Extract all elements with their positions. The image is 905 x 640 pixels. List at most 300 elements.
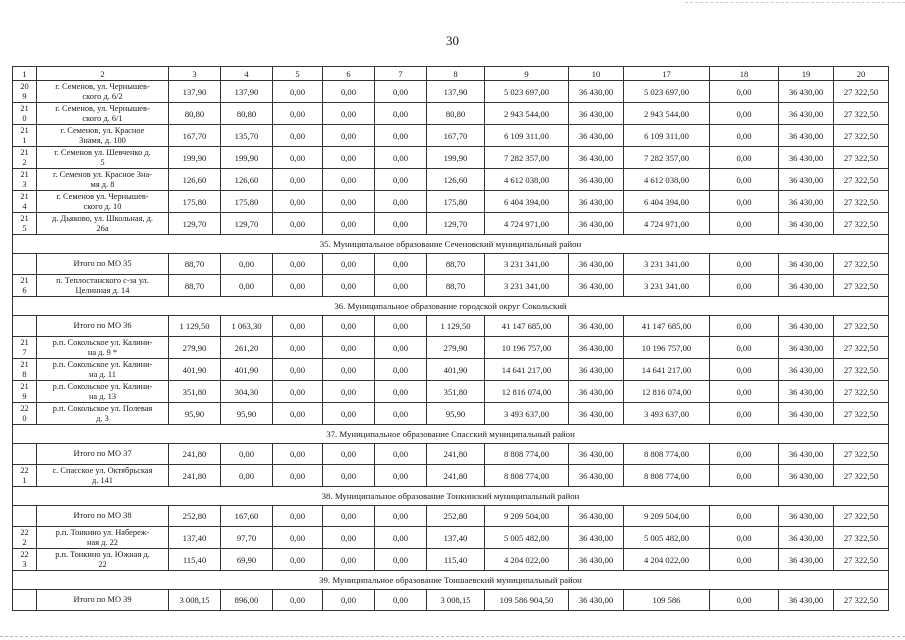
table-cell: 0,00 — [375, 549, 427, 571]
section-heading-row — [13, 297, 889, 316]
table-cell: 6 404 394,00 — [485, 191, 569, 213]
column-number-cell: 2 — [37, 67, 169, 81]
table-cell: 261,20 — [221, 337, 273, 359]
table-cell: 0,00 — [323, 147, 375, 169]
row-number-cell: 22 3 — [13, 549, 37, 571]
table-cell: 241,80 — [427, 465, 485, 487]
table-cell: 27 322,50 — [834, 381, 889, 403]
table-cell: 199,90 — [427, 147, 485, 169]
table-row — [13, 359, 889, 381]
table-cell: 0,00 — [273, 254, 323, 275]
table-cell: 8 808 774,00 — [485, 465, 569, 487]
address-cell: г. Семенов ул. Чернышев- ского д. 10 — [37, 191, 169, 213]
table-cell: 27 322,50 — [834, 254, 889, 275]
table-cell: 0,00 — [273, 275, 323, 297]
row-number-cell — [13, 254, 37, 275]
table-cell: 0,00 — [710, 254, 779, 275]
table-cell: 0,00 — [273, 549, 323, 571]
column-number-cell: 4 — [221, 67, 273, 81]
table-cell: 401,90 — [221, 359, 273, 381]
column-number-cell: 10 — [569, 67, 624, 81]
table-cell: 0,00 — [375, 444, 427, 465]
table-cell: 129,70 — [169, 213, 221, 235]
table-cell: 0,00 — [323, 506, 375, 527]
table-cell: 2 943 544,00 — [624, 103, 710, 125]
table-cell: 4 612 038,00 — [485, 169, 569, 191]
table-cell: 27 322,50 — [834, 125, 889, 147]
table-cell: 0,00 — [375, 465, 427, 487]
total-label-cell: Итого по МО 38 — [37, 506, 169, 527]
column-number-cell: 7 — [375, 67, 427, 81]
table-cell: 2 943 544,00 — [485, 103, 569, 125]
table-cell: 6 404 394,00 — [624, 191, 710, 213]
address-cell: г. Семенов ул. Красное Зна- мя д. 8 — [37, 169, 169, 191]
table-cell: 27 322,50 — [834, 316, 889, 337]
table-cell: 6 109 311,00 — [485, 125, 569, 147]
table-cell: 241,80 — [427, 444, 485, 465]
table-cell: 126,60 — [221, 169, 273, 191]
table-cell: 401,90 — [169, 359, 221, 381]
row-number-cell: 21 1 — [13, 125, 37, 147]
table-cell: 199,90 — [169, 147, 221, 169]
table-cell: 36 430,00 — [779, 81, 834, 103]
table-cell: 109 586 904,50 — [485, 590, 569, 611]
table-cell: 199,90 — [221, 147, 273, 169]
table-cell: 27 322,50 — [834, 103, 889, 125]
table-cell: 252,80 — [427, 506, 485, 527]
table-cell: 0,00 — [323, 403, 375, 425]
table-cell: 0,00 — [323, 169, 375, 191]
table-cell: 0,00 — [375, 103, 427, 125]
row-number-cell: 21 9 — [13, 381, 37, 403]
address-cell: д. Дьяково, ул. Школьная, д. 26а — [37, 213, 169, 235]
table-cell: 36 430,00 — [779, 147, 834, 169]
table-cell: 0,00 — [273, 381, 323, 403]
table-cell: 27 322,50 — [834, 81, 889, 103]
address-cell: с. Спасское ул. Октябрьская д. 141 — [37, 465, 169, 487]
table-cell: 5 005 482,00 — [624, 527, 710, 549]
table-cell: 4 724 971,00 — [624, 213, 710, 235]
table-cell: 0,00 — [323, 81, 375, 103]
address-cell: р.п. Тонкино ул. Набереж- ная д. 22 — [37, 527, 169, 549]
table-row — [13, 213, 889, 235]
table-cell: 95,90 — [169, 403, 221, 425]
table-cell: 0,00 — [375, 506, 427, 527]
table-cell: 0,00 — [273, 169, 323, 191]
column-number-cell: 17 — [624, 67, 710, 81]
table-cell: 36 430,00 — [779, 590, 834, 611]
total-label-cell: Итого по МО 36 — [37, 316, 169, 337]
address-cell: р.п. Сокольское ул. Полевая д. 3 — [37, 403, 169, 425]
table-cell: 0,00 — [221, 254, 273, 275]
table-cell: 0,00 — [375, 275, 427, 297]
table-cell: 0,00 — [323, 527, 375, 549]
row-number-cell: 21 0 — [13, 103, 37, 125]
table-cell: 36 430,00 — [779, 337, 834, 359]
address-cell: г. Семенов ул. Шевченко д. 5 — [37, 147, 169, 169]
table-cell: 129,70 — [427, 213, 485, 235]
table-cell: 137,90 — [427, 81, 485, 103]
table-cell: 1 063,30 — [221, 316, 273, 337]
table-cell: 0,00 — [273, 527, 323, 549]
table-cell: 0,00 — [221, 465, 273, 487]
table-cell: 80,80 — [427, 103, 485, 125]
table-cell: 0,00 — [375, 191, 427, 213]
table-cell: 27 322,50 — [834, 213, 889, 235]
address-cell: р.п. Тонкино ул. Южная д. 22 — [37, 549, 169, 571]
table-cell: 0,00 — [710, 103, 779, 125]
table-cell: 36 430,00 — [779, 444, 834, 465]
table-cell: 137,40 — [427, 527, 485, 549]
table-cell: 167,70 — [169, 125, 221, 147]
column-number-cell: 5 — [273, 67, 323, 81]
table-cell: 0,00 — [323, 125, 375, 147]
table-cell: 27 322,50 — [834, 444, 889, 465]
table-cell: 36 430,00 — [779, 465, 834, 487]
table-cell: 167,60 — [221, 506, 273, 527]
table-cell: 0,00 — [375, 316, 427, 337]
table-cell: 8 808 774,00 — [485, 444, 569, 465]
row-number-cell — [13, 590, 37, 611]
table-cell: 0,00 — [710, 275, 779, 297]
table-cell: 135,70 — [221, 125, 273, 147]
table-cell: 80,80 — [169, 103, 221, 125]
table-cell: 10 196 757,00 — [624, 337, 710, 359]
table-cell: 0,00 — [710, 444, 779, 465]
column-number-cell: 6 — [323, 67, 375, 81]
table-cell: 279,90 — [169, 337, 221, 359]
row-number-cell: 21 3 — [13, 169, 37, 191]
table-cell: 0,00 — [710, 359, 779, 381]
table-cell: 14 641 217,00 — [485, 359, 569, 381]
table-row — [13, 337, 889, 359]
table-cell: 88,70 — [169, 254, 221, 275]
table-cell: 36 430,00 — [569, 381, 624, 403]
table-row — [13, 125, 889, 147]
table-cell: 36 430,00 — [569, 316, 624, 337]
table-cell: 0,00 — [375, 337, 427, 359]
address-cell: г. Семенов, ул. Красное Знамя, д. 100 — [37, 125, 169, 147]
table-cell: 0,00 — [273, 403, 323, 425]
table-cell: 9 209 504,00 — [624, 506, 710, 527]
table-cell: 0,00 — [323, 275, 375, 297]
table-cell: 9 209 504,00 — [485, 506, 569, 527]
page-number: 30 — [446, 33, 459, 48]
table-cell: 36 430,00 — [779, 169, 834, 191]
table-cell: 0,00 — [273, 506, 323, 527]
table-cell: 0,00 — [323, 337, 375, 359]
table-cell: 0,00 — [323, 254, 375, 275]
table-cell: 88,70 — [427, 275, 485, 297]
table-cell: 4 724 971,00 — [485, 213, 569, 235]
row-number-cell: 21 2 — [13, 147, 37, 169]
table-cell: 0,00 — [273, 103, 323, 125]
row-number-cell — [13, 506, 37, 527]
table-cell: 0,00 — [375, 125, 427, 147]
section-heading-cell: 38. Муниципальное образование Тонкинский муниципальный район — [13, 487, 889, 506]
table-cell: 27 322,50 — [834, 275, 889, 297]
table-cell: 0,00 — [221, 275, 273, 297]
table-cell: 0,00 — [710, 337, 779, 359]
table-cell: 0,00 — [710, 125, 779, 147]
table-cell: 0,00 — [710, 403, 779, 425]
table-cell: 41 147 685,00 — [624, 316, 710, 337]
table-row — [13, 527, 889, 549]
table-cell: 97,70 — [221, 527, 273, 549]
table-cell: 88,70 — [427, 254, 485, 275]
table-cell: 36 430,00 — [779, 527, 834, 549]
table-cell: 36 430,00 — [779, 403, 834, 425]
table-cell: 0,00 — [273, 465, 323, 487]
table-cell: 36 430,00 — [779, 275, 834, 297]
section-heading-row — [13, 487, 889, 506]
table-cell: 0,00 — [375, 81, 427, 103]
table-cell: 27 322,50 — [834, 359, 889, 381]
table-cell: 36 430,00 — [569, 191, 624, 213]
table-cell: 36 430,00 — [569, 527, 624, 549]
table-cell: 3 008,15 — [427, 590, 485, 611]
table-cell: 27 322,50 — [834, 549, 889, 571]
table-cell: 0,00 — [273, 125, 323, 147]
table-cell: 36 430,00 — [569, 465, 624, 487]
table-cell: 36 430,00 — [779, 506, 834, 527]
table-cell: 0,00 — [710, 213, 779, 235]
table-cell: 7 282 357,00 — [485, 147, 569, 169]
address-cell: р.п. Сокольское ул. Калини- на д. 11 — [37, 359, 169, 381]
table-cell: 36 430,00 — [569, 337, 624, 359]
section-heading-cell: 36. Муниципальное образование городской округ Сокольский — [13, 297, 889, 316]
table-cell: 4 612 038,00 — [624, 169, 710, 191]
table-cell: 80,80 — [221, 103, 273, 125]
table-cell: 88,70 — [169, 275, 221, 297]
table-cell: 3 231 341,00 — [485, 275, 569, 297]
row-number-cell: 21 7 — [13, 337, 37, 359]
housing-table-container — [12, 66, 888, 611]
table-cell: 0,00 — [375, 254, 427, 275]
table-cell: 3 008,15 — [169, 590, 221, 611]
table-cell: 0,00 — [273, 359, 323, 381]
table-cell: 36 430,00 — [779, 549, 834, 571]
table-cell: 0,00 — [323, 590, 375, 611]
table-cell: 0,00 — [710, 590, 779, 611]
table-cell: 109 586 — [624, 590, 710, 611]
table-cell: 137,90 — [221, 81, 273, 103]
table-cell: 137,90 — [169, 81, 221, 103]
table-cell: 0,00 — [710, 506, 779, 527]
table-cell: 6 109 311,00 — [624, 125, 710, 147]
column-number-cell: 8 — [427, 67, 485, 81]
table-cell: 0,00 — [273, 213, 323, 235]
table-cell: 0,00 — [323, 465, 375, 487]
table-cell: 115,40 — [169, 549, 221, 571]
table-cell: 14 641 217,00 — [624, 359, 710, 381]
table-cell: 27 322,50 — [834, 506, 889, 527]
table-cell: 351,80 — [427, 381, 485, 403]
table-cell: 401,90 — [427, 359, 485, 381]
table-cell: 3 231 341,00 — [485, 254, 569, 275]
total-row — [13, 590, 889, 611]
address-cell: п. Теплостанского с-за ул. Целинная д. 14 — [37, 275, 169, 297]
column-number-cell: 20 — [834, 67, 889, 81]
table-cell: 36 430,00 — [779, 254, 834, 275]
table-cell: 12 816 074,00 — [485, 381, 569, 403]
table-cell: 36 430,00 — [569, 147, 624, 169]
table-cell: 3 493 637,00 — [624, 403, 710, 425]
table-cell: 115,40 — [427, 549, 485, 571]
table-cell: 4 204 022,00 — [624, 549, 710, 571]
table-cell: 0,00 — [375, 403, 427, 425]
address-cell: р.п. Сокольское ул. Калини- на д. 9 * — [37, 337, 169, 359]
row-number-cell — [13, 316, 37, 337]
table-cell: 36 430,00 — [569, 590, 624, 611]
table-cell: 5 023 697,00 — [624, 81, 710, 103]
section-heading-row — [13, 425, 889, 444]
table-cell: 0,00 — [375, 213, 427, 235]
section-heading-row — [13, 571, 889, 590]
table-cell: 36 430,00 — [569, 254, 624, 275]
table-cell: 0,00 — [710, 316, 779, 337]
table-cell: 0,00 — [710, 465, 779, 487]
table-cell: 36 430,00 — [779, 191, 834, 213]
row-number-cell: 22 0 — [13, 403, 37, 425]
table-cell: 95,90 — [427, 403, 485, 425]
row-number-cell: 22 1 — [13, 465, 37, 487]
table-cell: 0,00 — [375, 590, 427, 611]
table-cell: 0,00 — [323, 103, 375, 125]
table-cell: 0,00 — [710, 381, 779, 403]
column-number-cell: 3 — [169, 67, 221, 81]
table-cell: 0,00 — [375, 527, 427, 549]
table-cell: 7 282 357,00 — [624, 147, 710, 169]
table-cell: 0,00 — [323, 444, 375, 465]
table-cell: 896,00 — [221, 590, 273, 611]
address-cell: р.п. Сокольское ул. Калини- на д. 13 — [37, 381, 169, 403]
row-number-cell: 21 4 — [13, 191, 37, 213]
table-cell: 0,00 — [323, 213, 375, 235]
table-cell: 36 430,00 — [569, 125, 624, 147]
table-cell: 0,00 — [375, 147, 427, 169]
table-row — [13, 103, 889, 125]
table-cell: 36 430,00 — [779, 213, 834, 235]
table-row — [13, 403, 889, 425]
section-heading-cell: 35. Муниципальное образование Сеченовский муниципальный район — [13, 235, 889, 254]
section-heading-row — [13, 235, 889, 254]
table-cell: 8 808 774,00 — [624, 444, 710, 465]
table-cell: 0,00 — [375, 169, 427, 191]
table-cell: 27 322,50 — [834, 337, 889, 359]
address-cell: г. Семенов, ул. Чернышев- ского д. 6/1 — [37, 103, 169, 125]
table-cell: 36 430,00 — [779, 103, 834, 125]
table-cell: 27 322,50 — [834, 465, 889, 487]
table-cell: 0,00 — [710, 549, 779, 571]
table-cell: 36 430,00 — [779, 381, 834, 403]
table-cell: 27 322,50 — [834, 147, 889, 169]
table-cell: 8 808 774,00 — [624, 465, 710, 487]
table-cell: 0,00 — [273, 81, 323, 103]
table-cell: 0,00 — [710, 191, 779, 213]
total-label-cell: Итого по МО 37 — [37, 444, 169, 465]
table-cell: 3 493 637,00 — [485, 403, 569, 425]
table-row — [13, 169, 889, 191]
scan-edge-bottom — [0, 636, 905, 640]
table-cell: 0,00 — [323, 191, 375, 213]
total-row — [13, 316, 889, 337]
table-cell: 36 430,00 — [779, 359, 834, 381]
table-cell: 0,00 — [273, 316, 323, 337]
total-row — [13, 506, 889, 527]
table-cell: 36 430,00 — [569, 403, 624, 425]
table-cell: 10 196 757,00 — [485, 337, 569, 359]
address-cell: г. Семенов, ул. Чернышев- ского д. 6/2 — [37, 81, 169, 103]
table-cell: 36 430,00 — [569, 213, 624, 235]
total-label-cell: Итого по МО 39 — [37, 590, 169, 611]
table-row — [13, 381, 889, 403]
table-cell: 137,40 — [169, 527, 221, 549]
table-row — [13, 81, 889, 103]
table-cell: 0,00 — [323, 316, 375, 337]
table-cell: 304,30 — [221, 381, 273, 403]
table-cell: 36 430,00 — [569, 506, 624, 527]
table-cell: 69,90 — [221, 549, 273, 571]
table-cell: 5 023 697,00 — [485, 81, 569, 103]
table-cell: 27 322,50 — [834, 527, 889, 549]
table-cell: 3 231 341,00 — [624, 254, 710, 275]
row-number-cell — [13, 444, 37, 465]
table-cell: 0,00 — [323, 359, 375, 381]
total-row — [13, 254, 889, 275]
column-number-cell: 9 — [485, 67, 569, 81]
table-cell: 175,80 — [221, 191, 273, 213]
table-cell: 0,00 — [221, 444, 273, 465]
table-cell: 36 430,00 — [569, 81, 624, 103]
table-cell: 0,00 — [375, 381, 427, 403]
table-cell: 0,00 — [323, 549, 375, 571]
table-cell: 36 430,00 — [779, 125, 834, 147]
scan-edge-top — [685, 0, 905, 3]
table-cell: 351,80 — [169, 381, 221, 403]
table-cell: 27 322,50 — [834, 169, 889, 191]
table-cell: 129,70 — [221, 213, 273, 235]
table-cell: 36 430,00 — [569, 359, 624, 381]
table-cell: 0,00 — [710, 147, 779, 169]
table-cell: 175,80 — [169, 191, 221, 213]
table-cell: 0,00 — [710, 527, 779, 549]
table-cell: 0,00 — [710, 81, 779, 103]
table-cell: 36 430,00 — [569, 275, 624, 297]
total-row — [13, 444, 889, 465]
table-cell: 36 430,00 — [779, 316, 834, 337]
table-cell: 27 322,50 — [834, 590, 889, 611]
column-number-cell: 18 — [710, 67, 779, 81]
row-number-cell: 21 6 — [13, 275, 37, 297]
section-heading-cell: 39. Муниципальное образование Тоншаевский муниципальный район — [13, 571, 889, 590]
row-number-cell: 20 9 — [13, 81, 37, 103]
table-cell: 0,00 — [710, 169, 779, 191]
table-cell: 0,00 — [375, 359, 427, 381]
section-heading-cell: 37. Муниципальное образование Спасский муниципальный район — [13, 425, 889, 444]
table-cell: 167,70 — [427, 125, 485, 147]
housing-table — [12, 66, 889, 611]
table-cell: 1 129,50 — [427, 316, 485, 337]
table-cell: 3 231 341,00 — [624, 275, 710, 297]
table-row — [13, 275, 889, 297]
table-cell: 252,80 — [169, 506, 221, 527]
column-number-cell: 19 — [779, 67, 834, 81]
table-cell: 0,00 — [323, 381, 375, 403]
row-number-cell: 22 2 — [13, 527, 37, 549]
table-row — [13, 147, 889, 169]
table-cell: 36 430,00 — [569, 549, 624, 571]
